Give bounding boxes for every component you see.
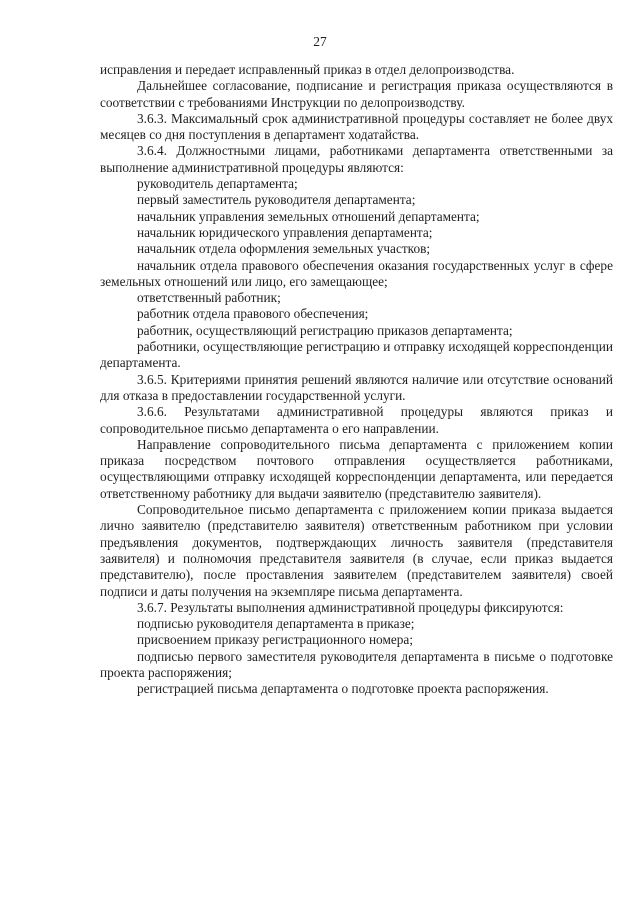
- paragraph: начальник отдела оформления земельных участков;: [137, 241, 431, 257]
- paragraph: начальник управления земельных отношений департамента;: [137, 208, 480, 224]
- page-number: 27: [313, 34, 327, 49]
- paragraph: 3.6.5. Критериями принятия решений являются наличие или отсутствие оснований для отказа в предоставлении государственной услуги.: [100, 371, 613, 403]
- paragraph: Направление сопроводительного письма департамента с приложением копии приказа посредством почтового отправления осуществляется работниками, осуществляющими отправку исходящей корреспонденции департамента, или передается ответственному работнику для выдачи заявителю (представителю заявителя).: [100, 436, 613, 501]
- paragraph: 3.6.7. Результаты выполнения административной процедуры фиксируются:: [137, 599, 564, 615]
- paragraph: руководитель департамента;: [137, 176, 298, 192]
- paragraph: работник, осуществляющий регистрацию приказов департамента;: [137, 322, 513, 338]
- paragraph: подписью первого заместителя руководителя департамента в письме о подготовке проекта распоряжения;: [100, 648, 613, 680]
- paragraph: начальник отдела правового обеспечения оказания государственных услуг в сфере земельных отношений или лицо, его замещающее;: [100, 257, 613, 289]
- paragraph: работник отдела правового обеспечения;: [137, 306, 369, 322]
- paragraph: Сопроводительное письмо департамента с приложением копии приказа выдается лично заявителю (представителю заявителя) ответственным работником при условии предъявления документов, подтверждающих личность заявителя (представителя заявителя) и полномочия представителя заявителя (в случае, если приказ выдается представителю), после проставления заявителем (представителем заявителя) своей подписи и даты получения на экземпляре письма департамента.: [100, 502, 613, 599]
- paragraph: регистрацией письма департамента о подготовке проекта распоряжения.: [137, 681, 549, 697]
- paragraph: подписью руководителя департамента в приказе;: [137, 616, 415, 632]
- paragraph: начальник юридического управления департамента;: [137, 224, 433, 240]
- paragraph: 3.6.6. Результатами административной процедуры являются приказ и сопроводительное письмо департамента о его направлении.: [100, 404, 613, 436]
- paragraph: ответственный работник;: [137, 290, 281, 306]
- paragraph: первый заместитель руководителя департамента;: [137, 192, 416, 208]
- paragraph: присвоением приказу регистрационного номера;: [137, 632, 414, 648]
- paragraph: 3.6.4. Должностными лицами, работниками департамента ответственными за выполнение административной процедуры являются:: [100, 143, 613, 175]
- paragraph: Дальнейшее согласование, подписание и регистрация приказа осуществляются в соответствии с требованиями Инструкции по делопроизводству.: [100, 78, 613, 110]
- paragraph: 3.6.3. Максимальный срок административной процедуры составляет не более двух месяцев со дня поступления в департамент ходатайства.: [100, 110, 613, 143]
- document-body: [100, 62, 613, 698]
- paragraph: работники, осуществляющие регистрацию и отправку исходящей корреспонденции департамента.: [100, 339, 613, 371]
- paragraph: исправления и передает исправленный приказ в отдел делопроизводства.: [100, 62, 515, 77]
